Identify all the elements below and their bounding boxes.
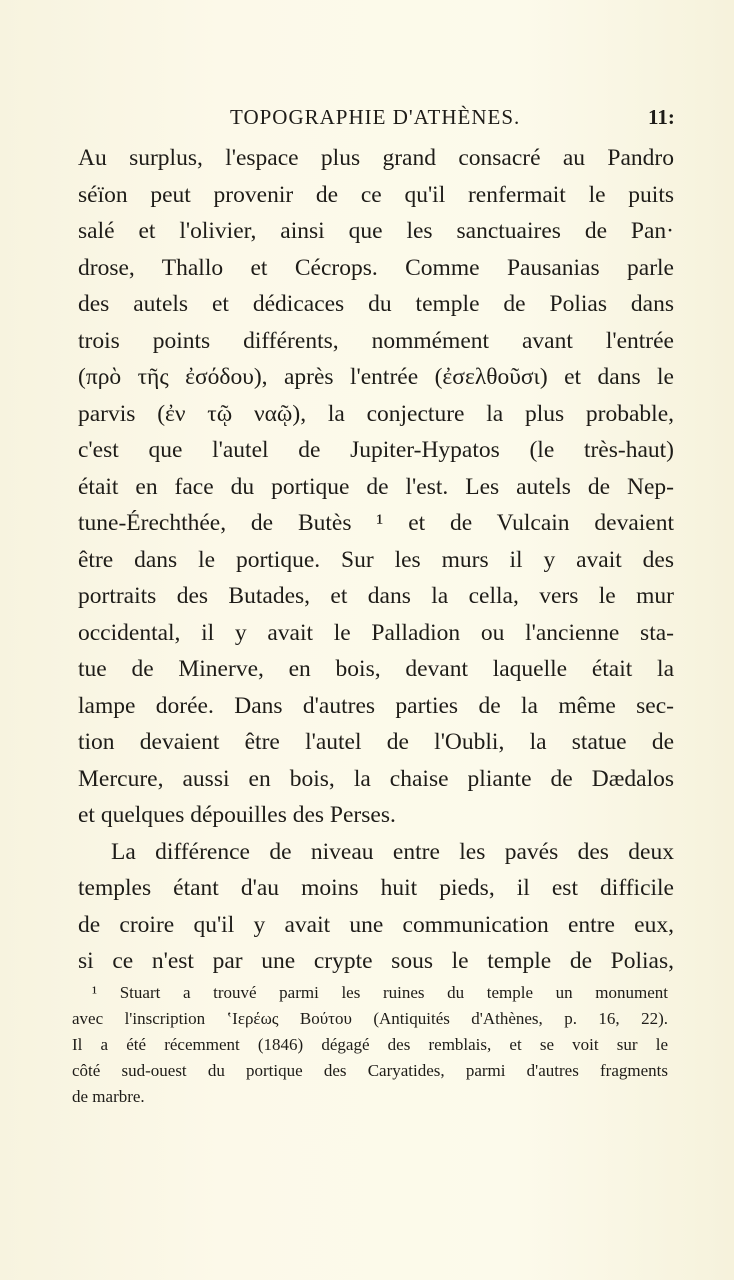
text-line: (πρὸ τῆς ἐσόδου), après l'entrée (ἐσελθοῦσι) et dans le	[78, 364, 674, 390]
text-line: et quelques dépouilles des Perses.	[78, 802, 396, 828]
text-line: Au surplus, l'espace plus grand consacré au Pandro	[78, 145, 674, 171]
text-line: parvis (ἐν τῷ ναῷ), la conjecture la plus probable,	[78, 400, 674, 427]
text-line: tue de Minerve, en bois, devant laquelle était la	[78, 656, 674, 682]
page-number: 11:	[648, 105, 675, 129]
text-line: tune-Érechthée, de Butès ¹ et de Vulcain devaient	[78, 510, 674, 536]
text-line: Mercure, aussi en bois, la chaise pliante de Dædalos	[78, 765, 674, 792]
text-line: temples étant d'au moins huit pieds, il est difficile	[78, 875, 674, 901]
footnote-line: ¹ Stuart a trouvé parmi les ruines du temple un monument	[92, 983, 668, 1002]
text-line: salé et l'olivier, ainsi que les sanctuaires de Pan·	[78, 218, 674, 244]
footnotes	[72, 980, 668, 1110]
footnote-line: côté sud-ouest du portique des Caryatides, parmi d'autres fragments	[72, 1061, 668, 1080]
text-line: drose, Thallo et Cécrops. Comme Pausanias parle	[78, 254, 674, 281]
text-line: de croire qu'il y avait une communication entre eux,	[78, 911, 674, 938]
text-line: être dans le portique. Sur les murs il y avait des	[78, 546, 674, 573]
text-line: occidental, il y avait le Palladion ou l'ancienne sta-	[78, 619, 674, 646]
text-line: portraits des Butades, et dans la cella, vers le mur	[78, 583, 674, 609]
text-line: séïon peut provenir de ce qu'il renfermait le puits	[78, 181, 674, 208]
text-line: des autels et dédicaces du temple de Polias dans	[78, 291, 674, 317]
page-header	[230, 105, 730, 135]
text-line: si ce n'est par une crypte sous le temple de Polias,	[78, 948, 674, 974]
main-text	[78, 140, 674, 980]
text-line: lampe dorée. Dans d'autres parties de la même sec-	[78, 692, 674, 719]
text-line: La différence de niveau entre les pavés des deux	[111, 838, 674, 865]
text-line: tion devaient être l'autel de l'Oubli, la statue de	[78, 729, 674, 755]
text-line: c'est que l'autel de Jupiter-Hypatos (le très-haut)	[78, 437, 674, 463]
text-line: trois points différents, nommément avant l'entrée	[78, 327, 674, 354]
text-line: était en face du portique de l'est. Les autels de Nep-	[78, 473, 674, 500]
running-title: TOPOGRAPHIE D'ATHÈNES.	[230, 105, 521, 129]
footnote-line: avec l'inscription ʽΙερέως Βούτου (Antiquités d'Athènes, p. 16, 22).	[72, 1009, 668, 1028]
footnote-line: de marbre.	[72, 1087, 145, 1106]
footnote-line: Il a été récemment (1846) dégagé des remblais, et se voit sur le	[72, 1035, 668, 1054]
